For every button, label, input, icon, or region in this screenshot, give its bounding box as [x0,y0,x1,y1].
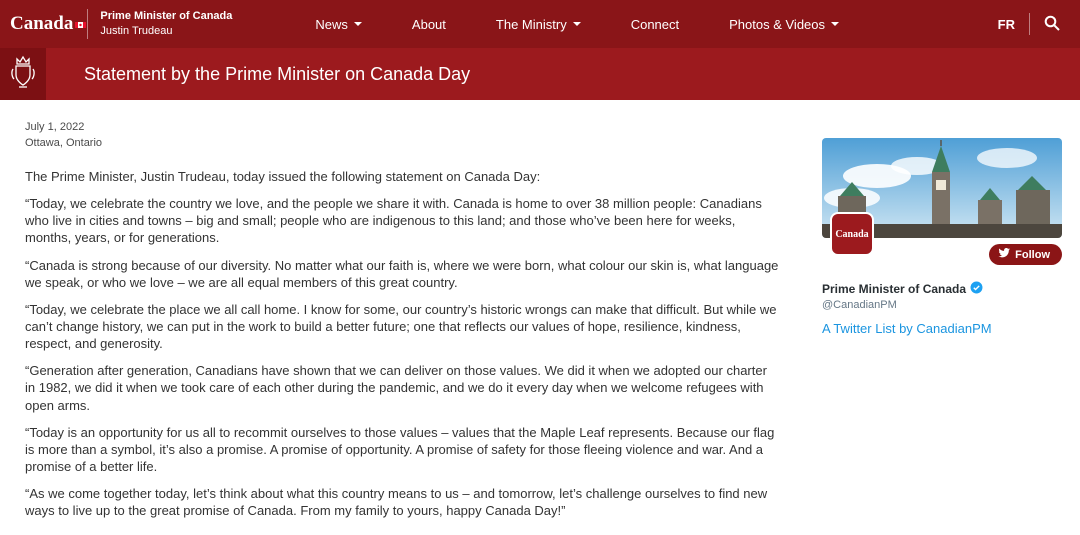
header-divider [87,9,88,39]
chevron-down-icon [573,22,581,26]
nav-label: About [411,16,446,32]
article-date: July 1, 2022 [25,121,85,133]
article-paragraph: The Prime Minister, Justin Trudeau, today issued the following statement on Canada Day: [25,168,541,184]
nav-label: The Ministry [495,16,567,32]
nav-label: Photos & Videos [729,16,826,32]
canada-wordmark-text: Canada [10,13,74,34]
site-subtitle: Justin Trudeau [100,25,173,37]
nav-label: Connect [630,16,680,32]
nav-item-news[interactable] [290,0,387,48]
header-right [984,9,1066,40]
article-paragraph: “Generation after generation, Canadians have shown that we can deliver on those values. We did it when we adopted our charter in 1982, we did it when we took care of each other during the pandemic, and we do it every day when we welcome refugees with open arms. [25,363,767,413]
language-toggle-fr[interactable]: FR [997,16,1015,32]
coat-of-arms-icon [10,55,36,94]
twitter-account-name[interactable] [822,281,1062,297]
twitter-follow-button[interactable] [989,244,1062,265]
article-location: Ottawa, Ontario [25,136,103,149]
twitter-handle: @CanadianPM [822,299,897,311]
main-nav [290,0,864,48]
top-bar [0,0,1080,48]
article-body [25,168,780,520]
twitter-widget [822,138,1062,336]
page-title-band [0,48,1080,100]
twitter-list-link[interactable]: A Twitter List by CanadianPM [822,321,992,336]
search-button[interactable] [1030,9,1066,40]
account-name-text: Prime Minister of Canada [822,282,967,296]
twitter-bird-icon [998,248,1010,261]
avatar-wordmark: Canada [835,228,869,240]
page-title: Statement by the Prime Minister on Canada Day [84,63,471,84]
twitter-avatar[interactable] [830,212,874,256]
verified-badge-icon [970,281,983,297]
canada-wordmark[interactable] [10,13,85,35]
article-paragraph: “Today is an opportunity for us all to recommit ourselves to those values – values that the Maple Leaf represents. Because our flag is more than a symbol, it’s also a promise. A promise of opportunity. A promise of safety for those fleeing violence and war. And a promise of a better life. [25,424,775,475]
follow-label: Follow [1015,248,1050,261]
twitter-header-photo[interactable] [822,138,1062,238]
nav-item-the-ministry[interactable] [471,0,606,48]
nav-item-about[interactable] [387,0,471,48]
coat-of-arms-box [0,48,46,100]
search-icon [1044,18,1060,35]
article-paragraph: “Canada is strong because of our diversity. No matter what our faith is, where we were born, what colour our skin is, what language we speak, or who we love – we are all equal members of this great country. [25,257,779,290]
nav-item-photos-videos[interactable] [704,0,864,48]
site-title-link[interactable] [100,9,232,40]
nav-label: News [315,16,348,32]
chevron-down-icon [831,22,839,26]
article-paragraph: “As we come together today, let’s think about what this country means to us – and tomorrow, let’s challenge ourselves to find new ways to live up to the great promise of Canada. From my family to yours, happy Canada Day!” [25,486,768,519]
nav-item-connect[interactable] [606,0,704,48]
site-title: Prime Minister of Canada [100,9,233,22]
article-paragraph: “Today, we celebrate the place we all call home. I know for some, our country’s historic wrongs can make that difficult. But while we can’t change history, we can put in the work to build a better future; one that reflects our values of hope, resilience, kindness, respect, and generosity. [25,301,777,352]
chevron-down-icon [354,22,362,26]
article-paragraph: “Today, we celebrate the country we love, and the people we share it with. Canada is home to over 38 million people: Canadians who live in cities and towns – big and small; people who are indigenous to this land; and those who’ve been here for weeks, months, years, or for generations. [25,196,762,246]
canada-flag-icon [75,12,86,34]
